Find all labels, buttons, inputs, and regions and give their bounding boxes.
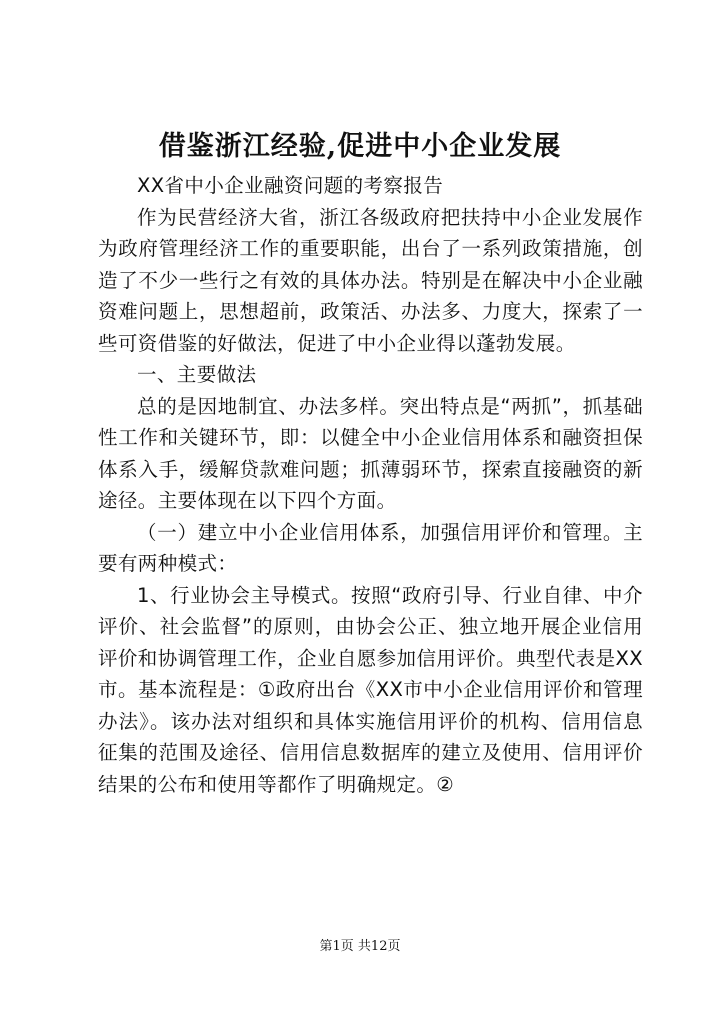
document-title: 借鉴浙江经验,促进中小企业发展 (158, 131, 562, 162)
section-heading-main-practices: 一、主要做法 (137, 363, 257, 386)
paragraph-subtitle: XX省中小企业融资问题的考察报告 (137, 174, 444, 197)
subsection-heading-credit-system: （一）建立中小企业信用体系，加强信用评价和管理。主要有两种模式： (98, 520, 643, 575)
paragraph-association-model: 1、行业协会主导模式。按照“政府引导、行业自律、中介评价、社会监督”的原则，由协会公正、独立地开展企业信用评价和协调管理工作，企业自愿参加信用评价。典型代表是XX市。基本流程是：①政府出台《XX市中小企业信用评价和管理办法》。该办法对组织和具体实施信用评价的机构、信用信息征集的范围及途径、信用信息数据库的建立及使用、信用评价结果的公布和使用等都作了明确规定。② (98, 583, 643, 796)
paragraph-intro: 作为民营经济大省，浙江各级政府把扶持中小企业发展作为政府管理经济工作的重要职能，出台了一系列政策措施，创造了不少一些行之有效的具体办法。特别是在解决中小企业融资难问题上，思想超前，政策活、办法多、力度大，探索了一些可资借鉴的好做法，促进了中小企业得以蓬勃发展。 (98, 205, 643, 355)
page-footer: 第1页 共12页 (319, 939, 401, 954)
document-body (98, 170, 643, 800)
paragraph-overview: 总的是因地制宜、办法多样。突出特点是“两抓”，抓基础性工作和关键环节，即：以健全中小企业信用体系和融资担保体系入手，缓解贷款难问题；抓薄弱环节，探索直接融资的新途径。主要体现在以下四个方面。 (98, 394, 643, 512)
